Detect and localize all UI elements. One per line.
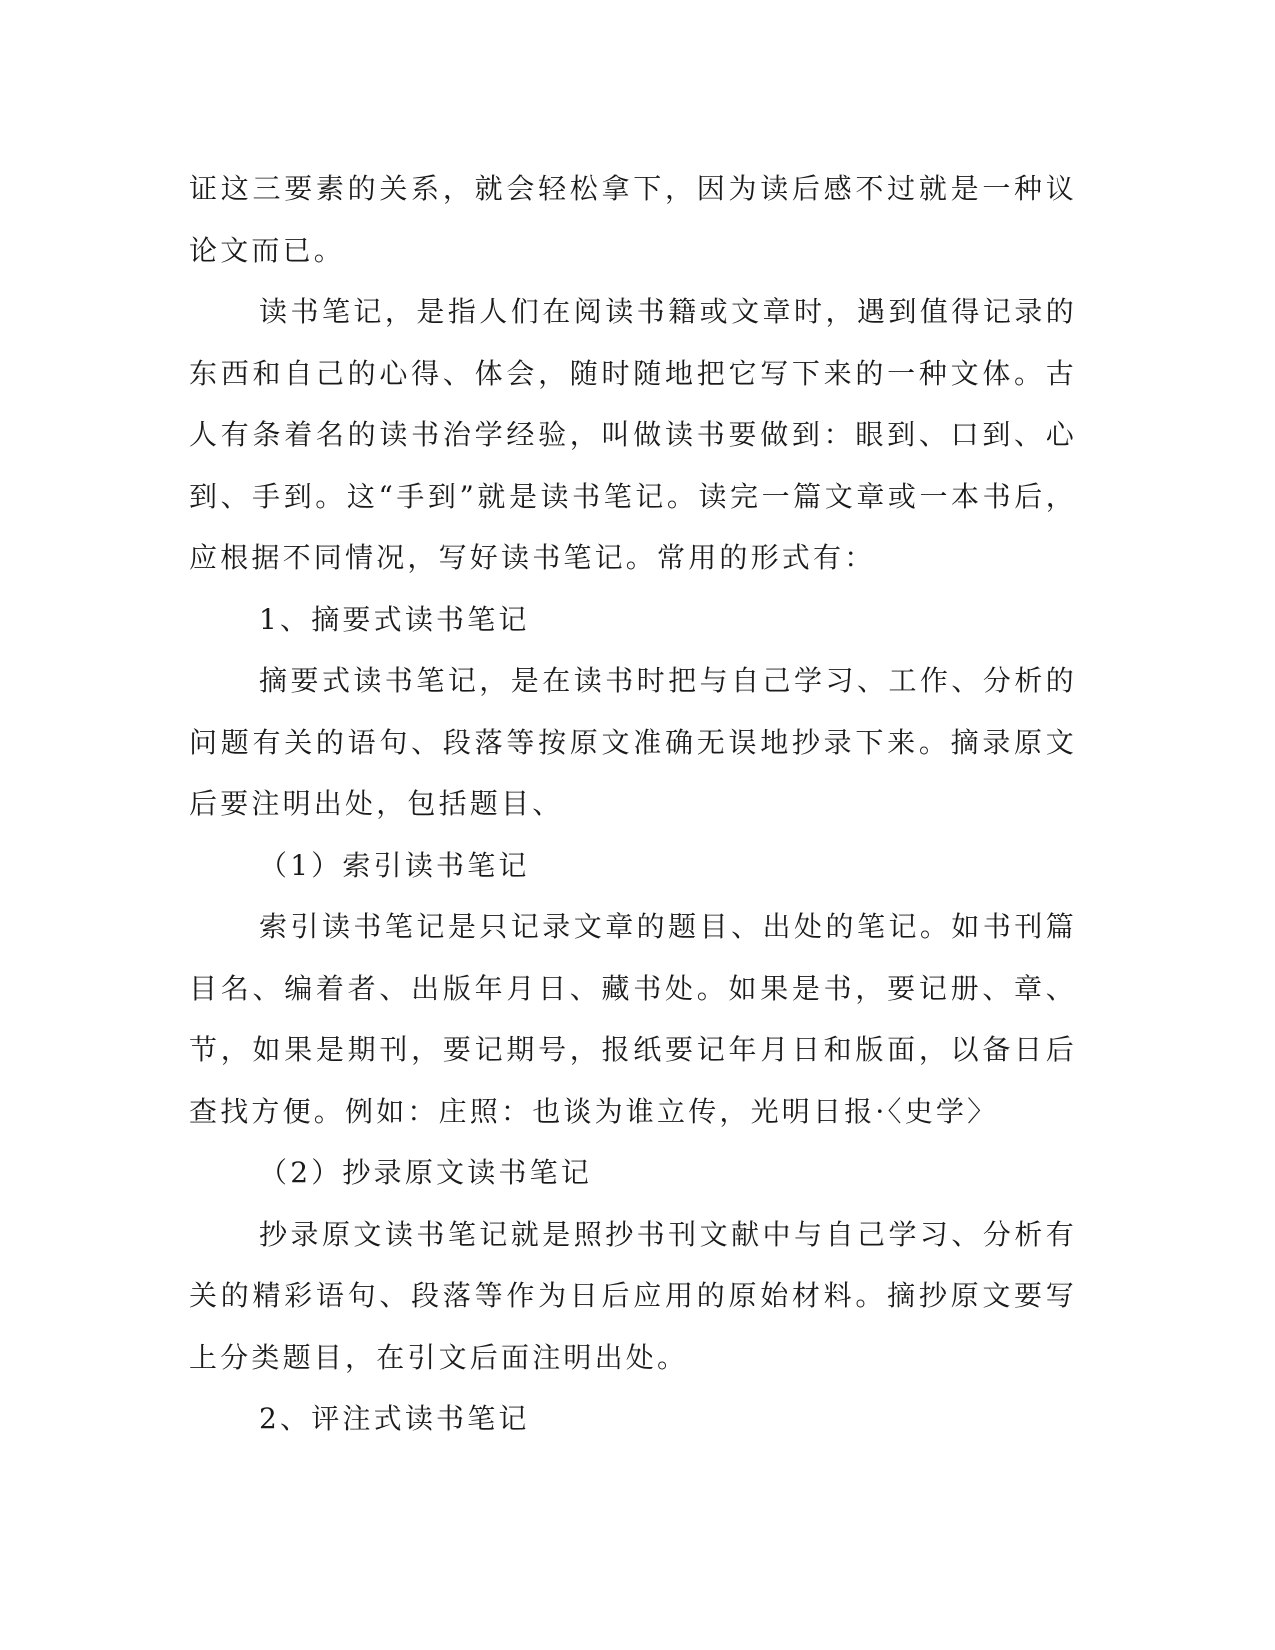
- heading-summary-notes: 1、摘要式读书笔记: [259, 602, 530, 636]
- document-body: [189, 158, 1077, 1450]
- paragraph-transcription-notes: 抄录原文读书笔记就是照抄书刊文献中与自己学习、分析有关的精彩语句、段落等作为日后应用的原始材料。摘抄原文要写上分类题目，在引文后面注明出处。: [189, 1217, 1077, 1374]
- heading-transcription-notes: （2）抄录原文读书笔记: [259, 1156, 593, 1189]
- paragraph-reading-notes-definition: 读书笔记，是指人们在阅读书籍或文章时，遇到值得记录的东西和自己的心得、体会，随时随地把它写下来的一种文体。古人有条着名的读书治学经验，叫做读书要做到：眼到、口到、心到、手到。这“手到”就是读书笔记。读完一篇文章或一本书后，应根据不同情况，写好读书笔记。常用的形式有：: [189, 295, 1077, 574]
- paragraph-index-notes: 索引读书笔记是只记录文章的题目、出处的笔记。如书刊篇目名、编着者、出版年月日、藏书处。如果是书，要记册、章、节，如果是期刊，要记期号，报纸要记年月日和版面，以备日后查找方便。例如：庄照：也谈为谁立传，光明日报·〈史学〉: [189, 910, 1077, 1128]
- paragraph-summary-notes: 摘要式读书笔记，是在读书时把与自己学习、工作、分析的问题有关的语句、段落等按原文准确无误地抄录下来。摘录原文后要注明出处，包括题目、: [189, 664, 1077, 820]
- heading-index-notes: （1）索引读书笔记: [259, 848, 530, 882]
- heading-annotation-notes: 2、评注式读书笔记: [259, 1402, 530, 1435]
- paragraph-continuation: 证这三要素的关系，就会轻松拿下，因为读后感不过就是一种议论文而已。: [189, 172, 1077, 267]
